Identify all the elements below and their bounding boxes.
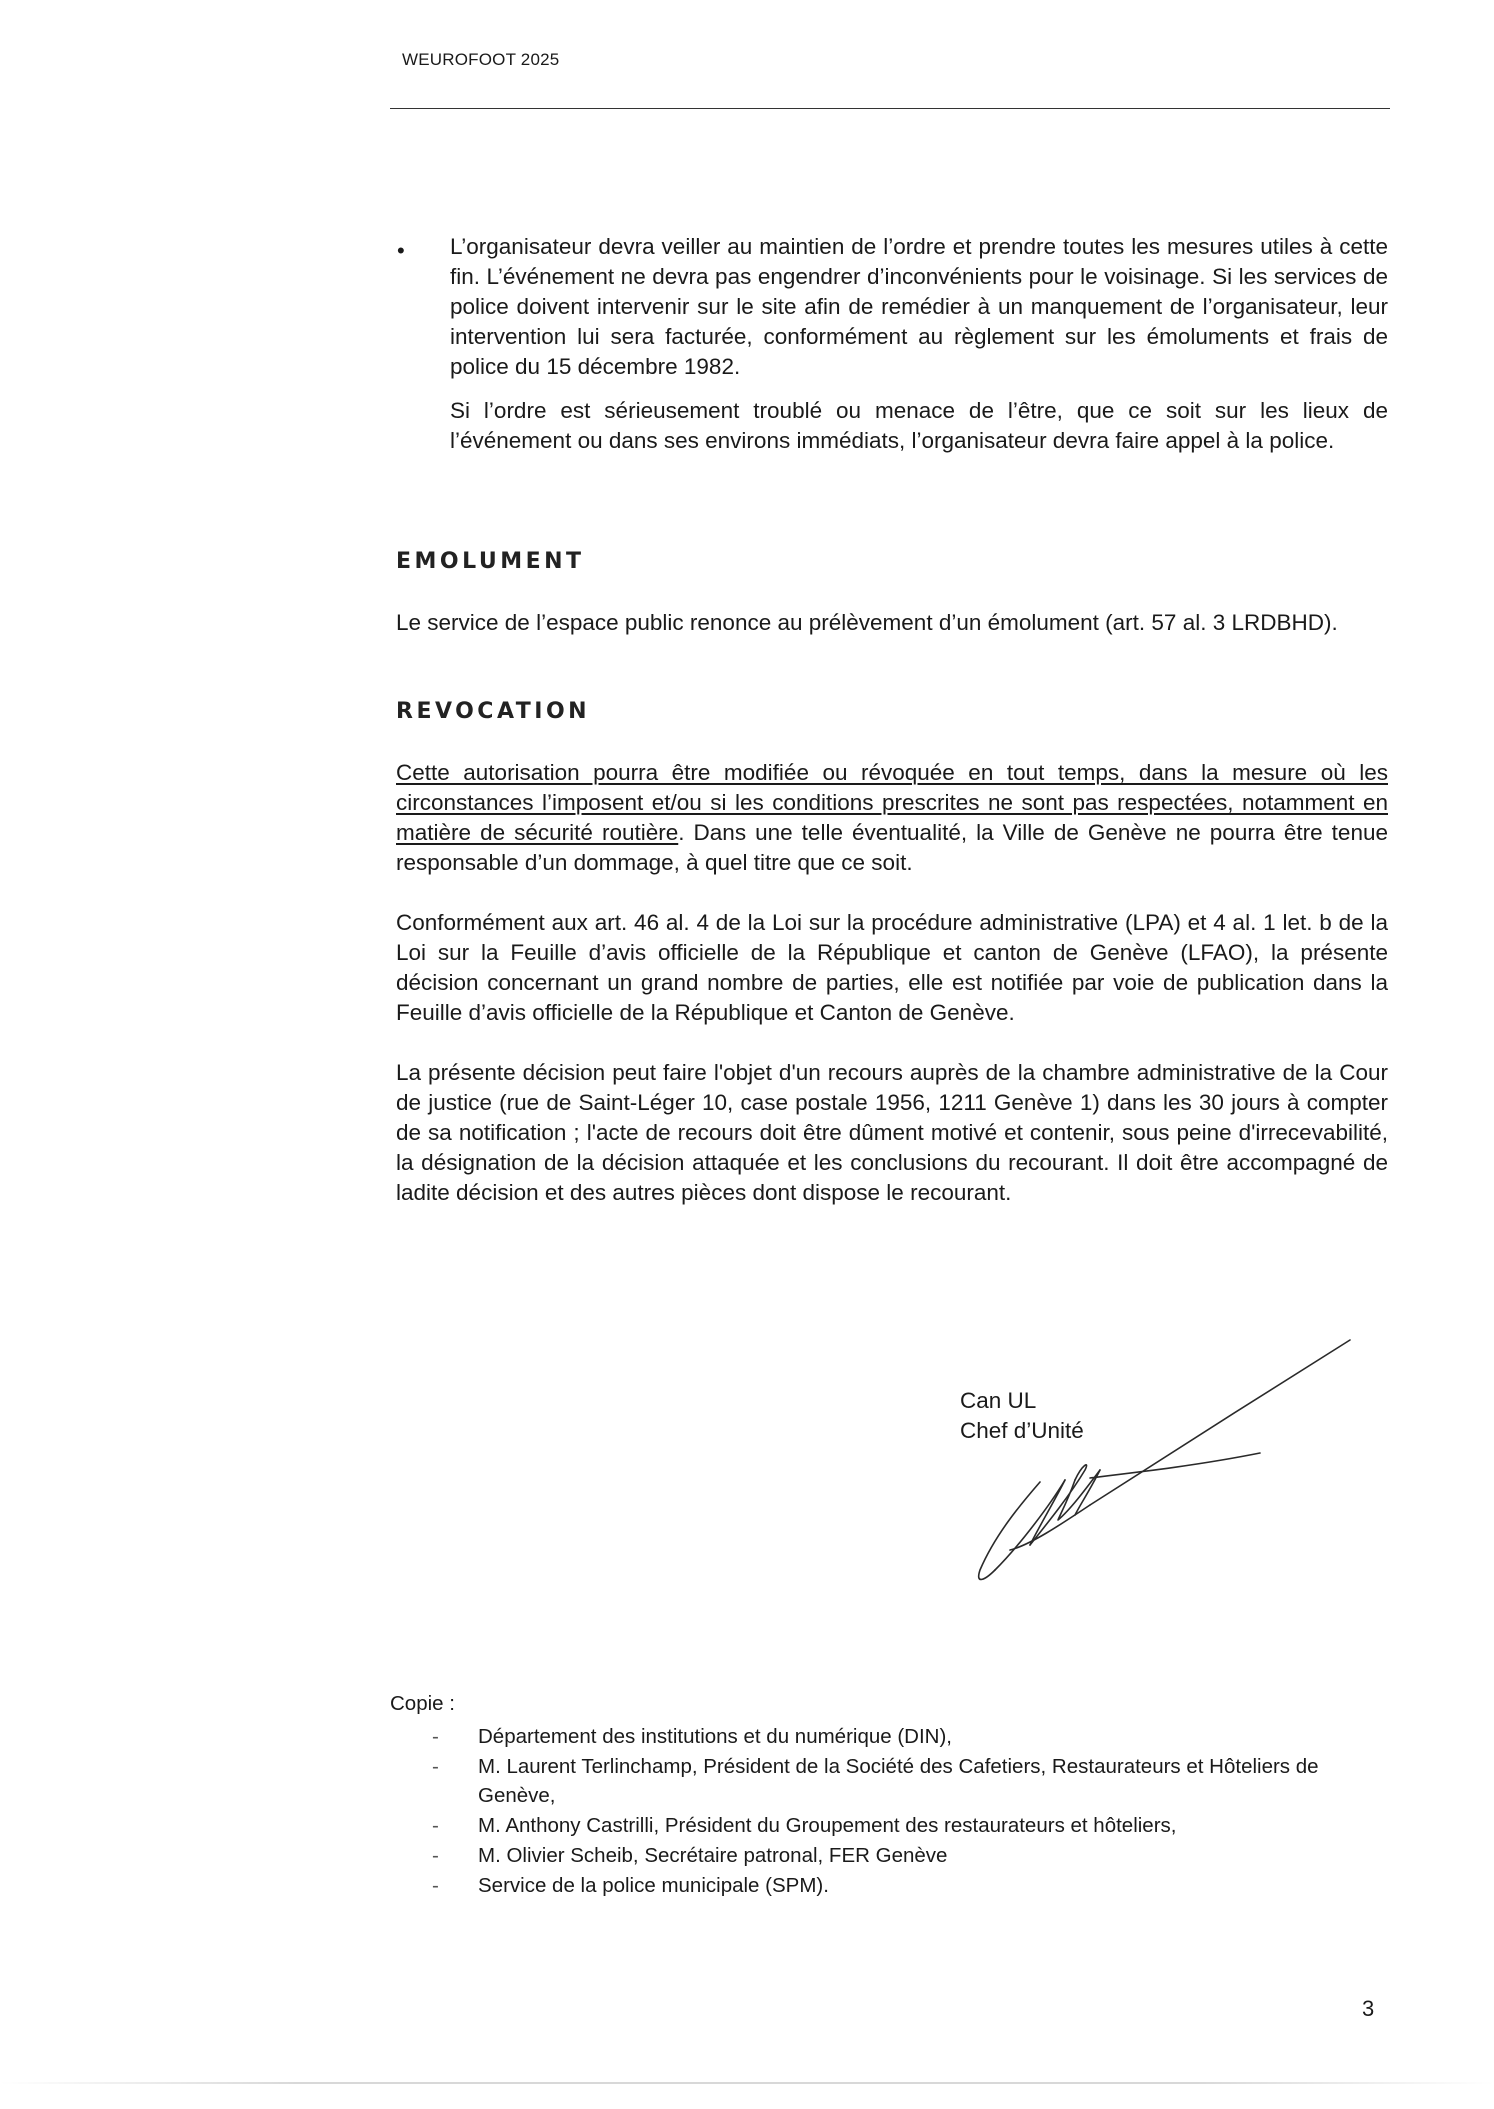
recipient-text: M. Olivier Scheib, Secrétaire patronal, FER Genève xyxy=(478,1844,948,1867)
revocation-underlined-text: Cette autorisation pourra être modifiée ou révoquée en tout temps, dans la mesure où les circonstances l’imposent et/ou si les conditions prescrites ne sont pas respectées, notamment en matière de sécurité routière xyxy=(396,760,1388,845)
police-call-paragraph: Si l’ordre est sérieusement troublé ou menace de l’être, que ce soit sur les lieux de l’événement ou dans ses environs immédiats, l’organisateur devra faire appel à la police. xyxy=(450,398,1388,453)
bullet-marker: • xyxy=(397,238,405,263)
list-item: - M. Olivier Scheib, Secrétaire patronal, FER Genève xyxy=(432,1844,948,1867)
list-item: - Service de la police municipale (SPM). xyxy=(432,1874,829,1897)
emolument-paragraph: Le service de l’espace public renonce au prélèvement d’un émolument (art. 57 al. 3 LRDBHD). xyxy=(396,610,1338,635)
copy-recipients-list xyxy=(430,1722,1400,1901)
signatory-role: Chef d’Unité xyxy=(960,1418,1084,1443)
running-header: WEUROFOOT 2025 xyxy=(402,50,560,69)
handwritten-signature xyxy=(940,1330,1360,1600)
recipient-text: Service de la police municipale (SPM). xyxy=(478,1874,829,1897)
revocation-rest-text: . Dans une telle éventualité, la Ville de Genève ne pourra être tenue responsable d’un dommage, à quel titre que ce soit. xyxy=(396,820,1388,875)
appeal-paragraph: La présente décision peut faire l'objet d'un recours auprès de la chambre administrative de la Cour de justice (rue de Saint-Léger 10, case postale 1956, 1211 Genève 1) dans les 30 jours à compter de sa notification ; l'acte de recours doit être dûment motivé et contenir, sous peine d'irrecevabilité, la désignation de la décision attaquée et les conclusions du recourant. Il doit être accompagné de ladite décision et des autres pièces dont dispose le recourant. xyxy=(396,1060,1388,1205)
recipient-text: Département des institutions et du numérique (DIN), xyxy=(478,1725,953,1748)
scan-edge-divider xyxy=(0,2082,1494,2084)
emolument-heading: EMOLUMENT xyxy=(396,549,585,574)
publication-paragraph: Conformément aux art. 46 al. 4 de la Loi sur la procédure administrative (LPA) et 4 al. 1 let. b de la Loi sur la Feuille d’avis officielle de la République et canton de Genève (LFAO), la présente décision concernant un grand nombre de parties, elle est notifiée par voie de publication dans la Feuille d’avis officielle de la République et Canton de Genève. xyxy=(396,910,1388,1025)
header-divider xyxy=(390,108,1390,109)
revocation-paragraph xyxy=(396,758,1388,878)
page-number: 3 xyxy=(1362,1996,1375,2021)
list-item: - M. Anthony Castrilli, Président du Groupement des restaurateurs et hôteliers, xyxy=(432,1814,1177,1837)
revocation-heading: REVOCATION xyxy=(396,699,591,724)
order-obligation-bullet xyxy=(450,232,1388,456)
list-item: - Département des institutions et du numérique (DIN), xyxy=(432,1725,953,1748)
list-item: - M. Laurent Terlinchamp, Président de la Société des Cafetiers, Restaurateurs et Hôteliers de Genève, xyxy=(432,1755,1319,1807)
recipient-text: M. Anthony Castrilli, Président du Groupement des restaurateurs et hôteliers, xyxy=(478,1814,1177,1837)
signatory-name: Can UL xyxy=(960,1388,1037,1413)
recipient-text: M. Laurent Terlinchamp, Président de la Société des Cafetiers, Restaurateurs et Hôteliers de Genève, xyxy=(478,1755,1319,1807)
copy-label: Copie : xyxy=(390,1692,455,1715)
order-paragraph: L’organisateur devra veiller au maintien de l’ordre et prendre toutes les mesures utiles à cette fin. L’événement ne devra pas engendrer d’inconvénients pour le voisinage. Si les services de police doivent intervenir sur le site afin de remédier à un manquement de l’organisateur, leur intervention lui sera facturée, conformément au règlement sur les émoluments et frais de police du 15 décembre 1982. xyxy=(450,234,1388,379)
